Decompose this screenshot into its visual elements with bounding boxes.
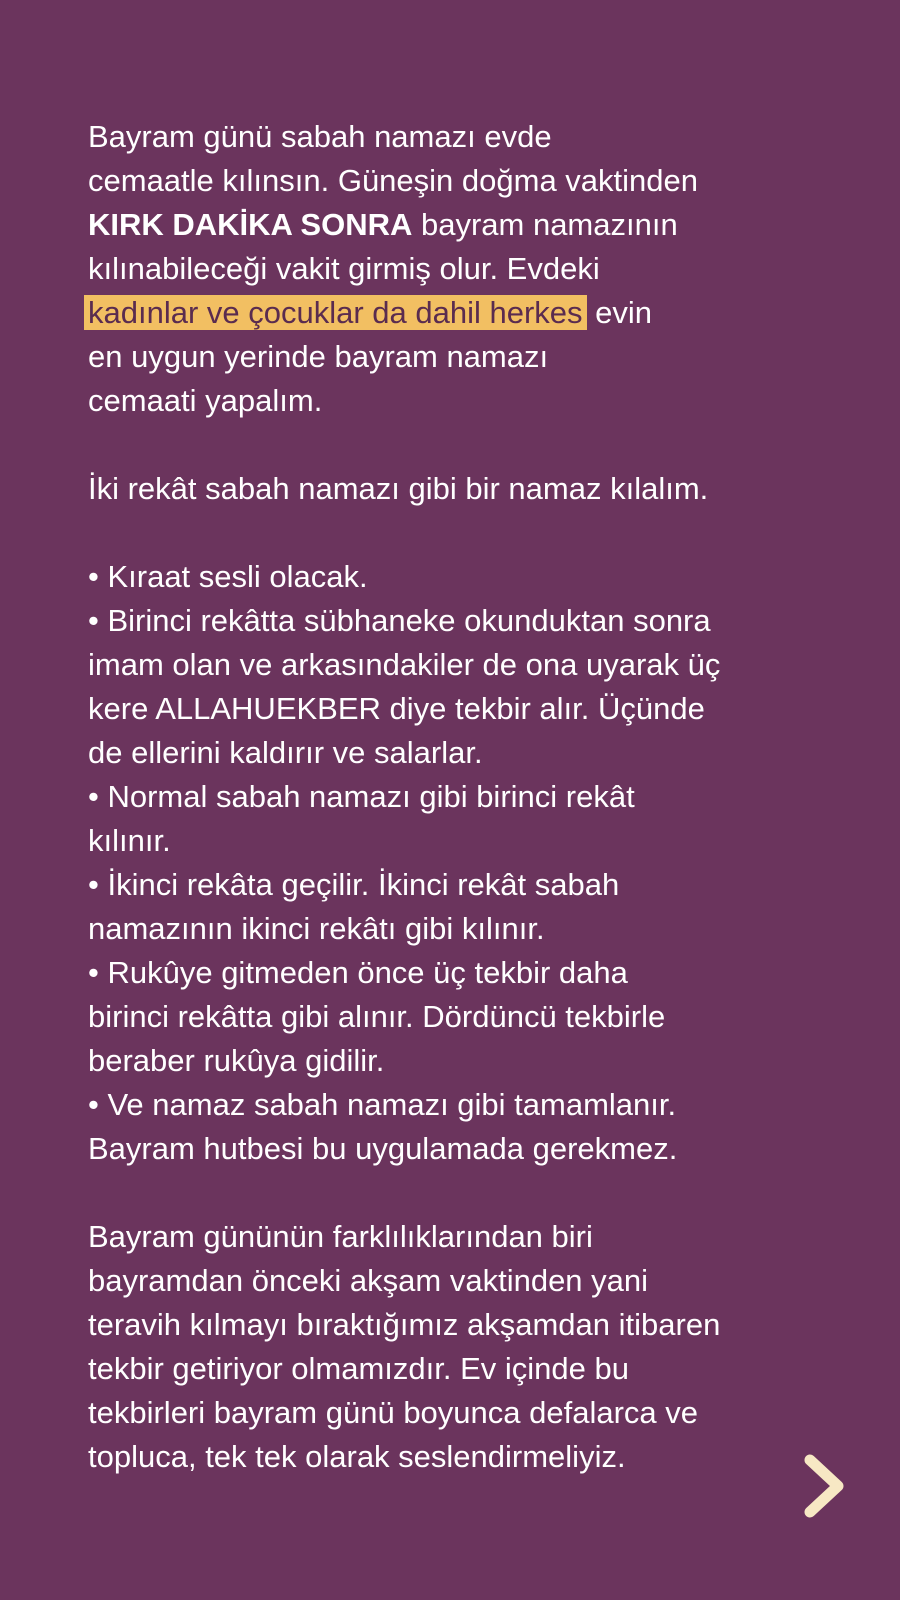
chevron-right-icon[interactable]: [800, 1452, 850, 1520]
list-line: • Ve namaz sabah namazı gibi tamamlanır.: [88, 1087, 677, 1122]
list-line: kere ALLAHUEKBER diye tekbir alır. Üçünde: [88, 691, 705, 726]
text-fragment: evin: [586, 295, 653, 330]
closing-paragraph: [88, 1215, 868, 1479]
emphasis-text: KIRK DAKİKA SONRA: [88, 207, 413, 242]
list-line: de ellerini kaldırır ve salarlar.: [88, 735, 483, 770]
list-line: Bayram hutbesi bu uygulamada gerekmez.: [88, 1131, 678, 1166]
text-line: tekbirleri bayram günü boyunca defalarca ve: [88, 1395, 699, 1430]
instruction-list: [88, 555, 868, 1171]
list-line: • Birinci rekâtta sübhaneke okunduktan sonra: [88, 603, 711, 638]
list-line: namazının ikinci rekâtı gibi kılınır.: [88, 911, 545, 946]
text-line: teravih kılmayı bıraktığımız akşamdan itibaren: [88, 1307, 721, 1342]
list-line: imam olan ve arkasındakiler de ona uyarak üç: [88, 647, 721, 682]
list-line: kılınır.: [88, 823, 171, 858]
list-line: • Rukûye gitmeden önce üç tekbir daha: [88, 955, 628, 990]
list-line: beraber rukûya gidilir.: [88, 1043, 385, 1078]
paragraph-spacer: [88, 511, 868, 555]
highlighted-text: kadınlar ve çocuklar da dahil herkes: [84, 295, 587, 330]
text-line: tekbir getiriyor olmamızdır. Ev içinde bu: [88, 1351, 629, 1386]
list-line: • Kıraat sesli olacak.: [88, 559, 368, 594]
list-line: • İkinci rekâta geçilir. İkinci rekât sabah: [88, 867, 620, 902]
text-line: [88, 291, 868, 335]
slide-content: [88, 115, 868, 1479]
text-line: [88, 203, 868, 247]
text-line: topluca, tek tek olarak seslendirmeliyiz.: [88, 1439, 626, 1474]
text-line: cemaati yapalım.: [88, 383, 323, 418]
list-line: birinci rekâtta gibi alınır. Dördüncü tekbirle: [88, 999, 666, 1034]
list-line: • Normal sabah namazı gibi birinci rekât: [88, 779, 635, 814]
summary-paragraph: [88, 467, 868, 511]
text-fragment: bayram namazının: [412, 207, 678, 242]
paragraph-spacer: [88, 1171, 868, 1215]
text-line: kılınabileceği vakit girmiş olur. Evdeki: [88, 251, 600, 286]
text-line: Bayram gününün farklılıklarından biri: [88, 1219, 593, 1254]
text-line: cemaatle kılınsın. Güneşin doğma vaktinden: [88, 163, 699, 198]
text-line: en uygun yerinde bayram namazı: [88, 339, 549, 374]
text-line: Bayram günü sabah namazı evde: [88, 119, 552, 154]
intro-paragraph: [88, 115, 868, 423]
text-line: İki rekât sabah namazı gibi bir namaz kılalım.: [88, 471, 709, 506]
paragraph-spacer: [88, 423, 868, 467]
text-line: bayramdan önceki akşam vaktinden yani: [88, 1263, 649, 1298]
